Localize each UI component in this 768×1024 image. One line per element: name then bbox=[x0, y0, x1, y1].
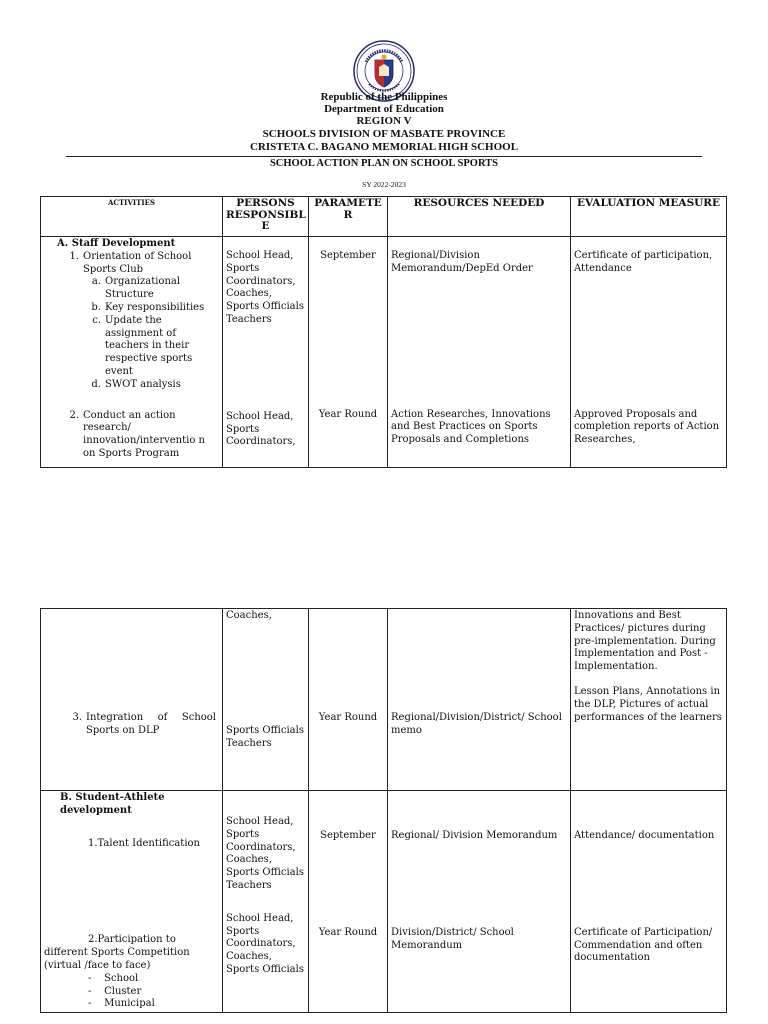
activity-1a: Organizational Structure bbox=[105, 276, 181, 301]
activity-2: Conduct an action research/ innovation/interventio n on Sports Program bbox=[83, 409, 205, 459]
resources-row2: Action Researches, Innovations and Best Practices on Sports Proposals and Completions bbox=[391, 408, 551, 446]
resources-cell bbox=[388, 609, 571, 791]
parameter-cell bbox=[309, 609, 388, 791]
header-division: SCHOOLS DIVISION OF MASBATE PROVINCE bbox=[262, 128, 506, 140]
parameter-cell bbox=[309, 237, 388, 468]
activity-1c: Update the assignment of teachers in their respective sports event bbox=[105, 314, 193, 377]
resources-cell bbox=[388, 791, 571, 1013]
activity-3: Integration of School Sports on DLP bbox=[86, 712, 216, 736]
persons-b1: School Head, Sports Coordinators, Coaches, Sports Officials Teachers bbox=[226, 816, 304, 891]
activities-cell bbox=[41, 237, 223, 468]
activities-cell bbox=[41, 791, 223, 1013]
persons-b2: School Head, Sports Coordinators, Coaches, Sports Officials bbox=[226, 912, 304, 975]
school-year: SY 2022-2023 bbox=[362, 180, 406, 189]
evaluation-row2: Approved Proposals and completion reports of Action Researches, bbox=[574, 408, 720, 446]
section-a-heading: A. Staff Development bbox=[57, 238, 176, 249]
parameter-row1: September bbox=[320, 250, 376, 261]
section-b-heading: B. Student-Athlete development bbox=[60, 792, 165, 816]
evaluation-cell bbox=[571, 791, 727, 1013]
header-department: Department of Education bbox=[324, 103, 444, 115]
list-item: 3. Integration of School Sports on DLP bbox=[72, 712, 216, 736]
resources-row1: Regional/Division Memorandum/DepEd Order bbox=[391, 250, 533, 274]
evaluation-row3: Lesson Plans, Annotations in the DLP, Pictures of actual performances of the learners bbox=[574, 685, 722, 723]
activity-1d: SWOT analysis bbox=[105, 378, 181, 390]
evaluation-b1: Attendance/ documentation bbox=[574, 830, 715, 841]
activity-1b: Key responsibilities bbox=[105, 301, 205, 313]
parameter-b2: Year Round bbox=[318, 926, 378, 938]
persons-cell bbox=[223, 237, 309, 468]
persons-row2: School Head, Sports Coordinators, bbox=[226, 410, 296, 448]
persons-cell bbox=[223, 791, 309, 1013]
list-item: - School bbox=[88, 972, 139, 984]
header-republic: Republic of the Philippines bbox=[320, 91, 448, 103]
parameter-cell bbox=[309, 791, 388, 1013]
evaluation-cell bbox=[571, 237, 727, 468]
col-header-persons: PERSONS RESPONSIBL E bbox=[223, 197, 309, 237]
persons-row2-cont: Coaches, bbox=[226, 610, 272, 621]
activities-cell bbox=[41, 609, 223, 791]
header-region: REGION V bbox=[356, 115, 412, 127]
col-header-activities: ACTIVITIES bbox=[41, 197, 223, 237]
list-item: - Municipal bbox=[88, 998, 155, 1010]
list-item: 2. Conduct an action research/ innovation/interventio n on Sports Program bbox=[57, 410, 219, 461]
activity-b1: 1.Talent Identification bbox=[88, 837, 200, 849]
parameter-row2: Year Round bbox=[318, 408, 378, 420]
resources-b2: Division/District/ School Memorandum bbox=[391, 926, 514, 951]
action-plan-table-page2 bbox=[40, 608, 727, 1013]
evaluation-cell bbox=[571, 609, 727, 791]
evaluation-row2-cont: Innovations and Best Practices/ pictures during pre-implementation. During Implementation and Post -Implementation. bbox=[574, 610, 716, 673]
activity-b2-line2: different Sports Competition (virtual /face to face) bbox=[44, 947, 190, 971]
persons-row3: Sports Officials Teachers bbox=[226, 724, 304, 749]
header-school: CRISTETA C. BAGANO MEMORIAL HIGH SCHOOL bbox=[249, 141, 519, 153]
resources-row3: Regional/Division/District/ School memo bbox=[391, 712, 562, 736]
persons-row1: School Head, Sports Coordinators, Coaches, Sports Officials Teachers bbox=[226, 250, 304, 325]
plan-title: SCHOOL ACTION PLAN ON SCHOOL SPORTS bbox=[269, 158, 499, 169]
activity-1: Orientation of School Sports Club bbox=[83, 250, 192, 275]
resources-cell bbox=[388, 237, 571, 468]
list-item: - Cluster bbox=[88, 985, 142, 997]
header-divider bbox=[66, 156, 702, 157]
activity-b2-line1: 2.Participation to bbox=[88, 934, 176, 946]
resources-b1: Regional/ Division Memorandum bbox=[391, 830, 558, 841]
col-header-evaluation: EVALUATION MEASURE bbox=[571, 197, 727, 237]
evaluation-b2: Certificate of Participation/ Commendation and often documentation bbox=[574, 926, 713, 964]
parameter-b1: September bbox=[320, 830, 376, 841]
col-header-resources: RESOURCES NEEDED bbox=[388, 197, 571, 237]
persons-cell bbox=[223, 609, 309, 791]
col-header-parameter: PARAMETE R bbox=[309, 197, 388, 237]
action-plan-table-page1 bbox=[40, 196, 727, 468]
evaluation-row1: Certificate of participation, Attendance bbox=[574, 250, 713, 274]
parameter-row3: Year Round bbox=[318, 712, 378, 723]
list-item: 1. Orientation of School Sports Club a. Organizational Structure b. Key responsibilities c. Update the assignment of teachers in their respective sports event d. SWOT analysis bbox=[57, 251, 219, 392]
